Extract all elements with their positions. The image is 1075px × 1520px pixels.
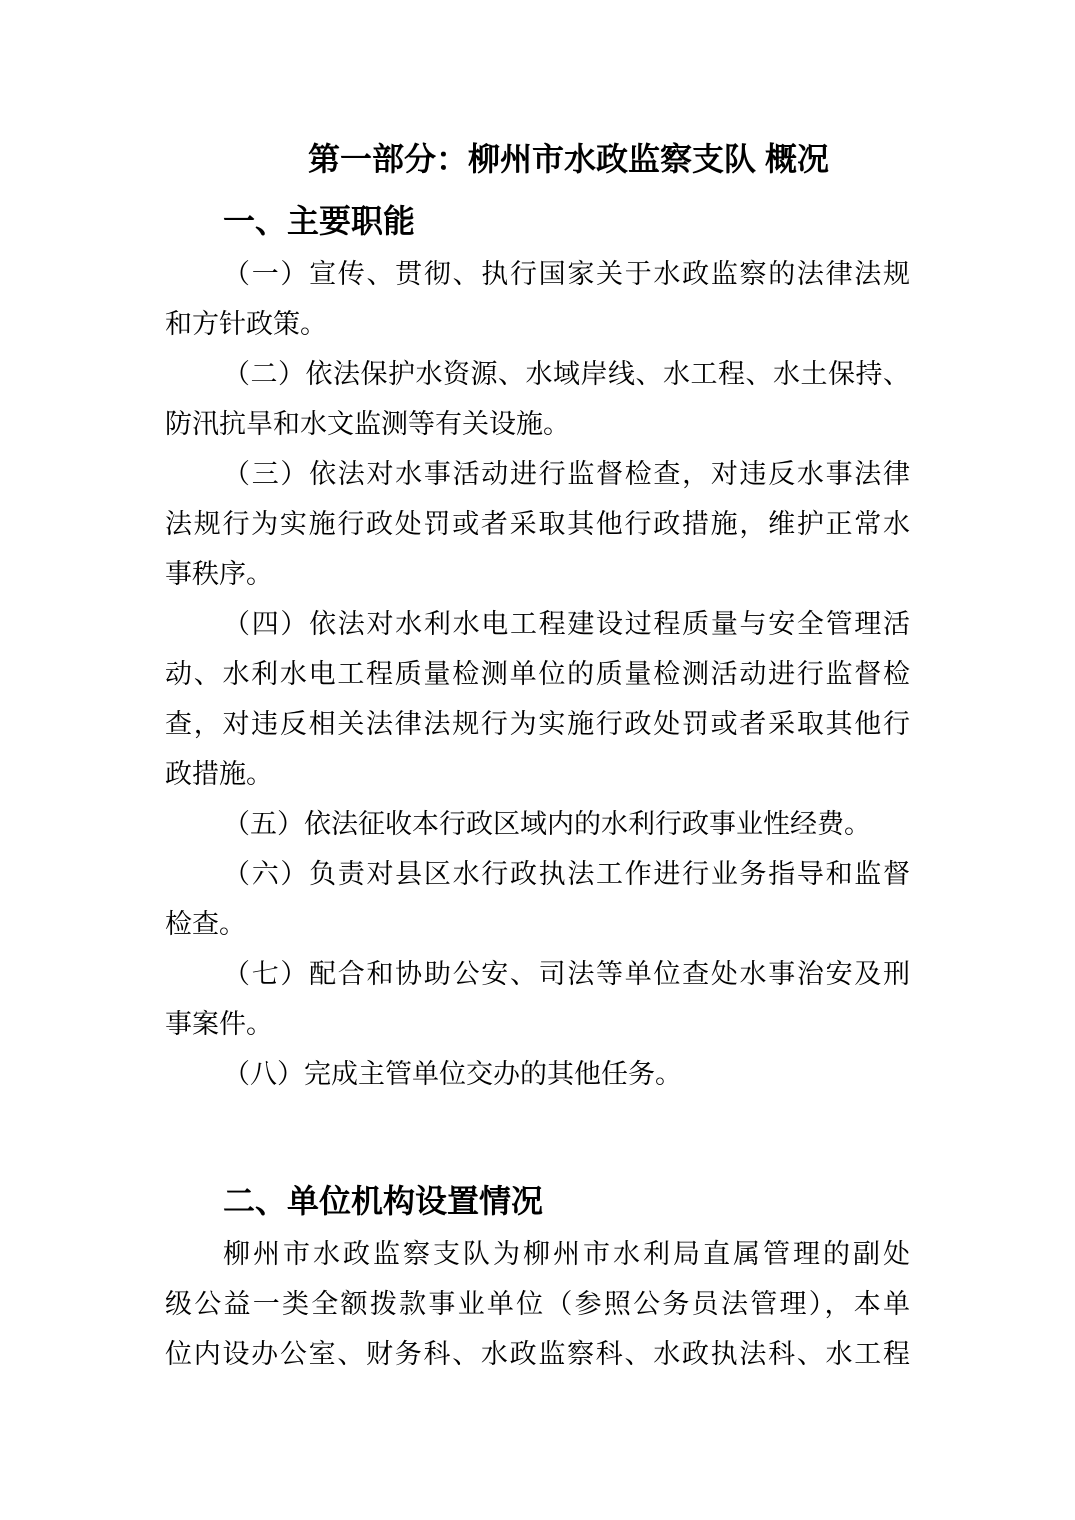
text-line: 柳州市水政监察支队为柳州市水利局直属管理的副处	[223, 1239, 910, 1269]
text-line: 事案件。	[165, 1009, 273, 1039]
document-body	[165, 181, 910, 1379]
paragraph	[165, 599, 910, 799]
text-line: 防汛抗旱和水文监测等有关设施。	[165, 409, 570, 439]
text-line: 查，对违反相关法律法规行为实施行政处罚或者采取其他行	[165, 709, 910, 739]
text-line: 动、水利水电工程质量检测单位的质量检测活动进行监督检	[165, 659, 910, 689]
section-heading: 二、单位机构设置情况	[223, 1183, 544, 1219]
text-line: 位内设办公室、财务科、水政监察科、水政执法科、水工程	[165, 1339, 910, 1369]
paragraph	[165, 249, 910, 349]
paragraph	[165, 949, 910, 1049]
text-line: 检查。	[165, 909, 246, 939]
text-line: （二）依法保护水资源、水域岸线、水工程、水土保持、	[223, 359, 910, 389]
section-body	[165, 243, 910, 1099]
section-2	[165, 1099, 910, 1379]
text-line: （七）配合和协助公安、司法等单位查处水事治安及刑	[223, 959, 910, 989]
paragraph	[165, 449, 910, 599]
paragraph	[165, 849, 910, 949]
text-line: 法规行为实施行政处罚或者采取其他行政措施，维护正常水	[165, 509, 910, 539]
text-line: （三）依法对水事活动进行监督检查，对违反水事法律	[223, 459, 910, 489]
paragraph	[165, 1049, 910, 1099]
text-line: （五）依法征收本行政区域内的水利行政事业性经费。	[223, 809, 871, 839]
text-line: 政措施。	[165, 759, 273, 789]
paragraph	[165, 349, 910, 449]
text-line: （八）完成主管单位交办的其他任务。	[223, 1059, 682, 1089]
paragraph	[165, 1229, 910, 1379]
text-line: 和方针政策。	[165, 309, 327, 339]
text-line: （一）宣传、贯彻、执行国家关于水政监察的法律法规	[223, 259, 910, 289]
text-line: （四）依法对水利水电工程建设过程质量与安全管理活	[223, 609, 910, 639]
section-1	[165, 181, 910, 1099]
document-title: 第一部分：柳州市水政监察支队 概况	[308, 141, 829, 177]
text-line: 事秩序。	[165, 559, 273, 589]
section-heading: 一、主要职能	[223, 203, 416, 239]
text-line: （六）负责对县区水行政执法工作进行业务指导和监督	[223, 859, 910, 889]
section-body	[165, 1223, 910, 1379]
paragraph	[165, 799, 910, 849]
text-line: 级公益一类全额拨款事业单位（参照公务员法管理），本单	[165, 1289, 910, 1319]
